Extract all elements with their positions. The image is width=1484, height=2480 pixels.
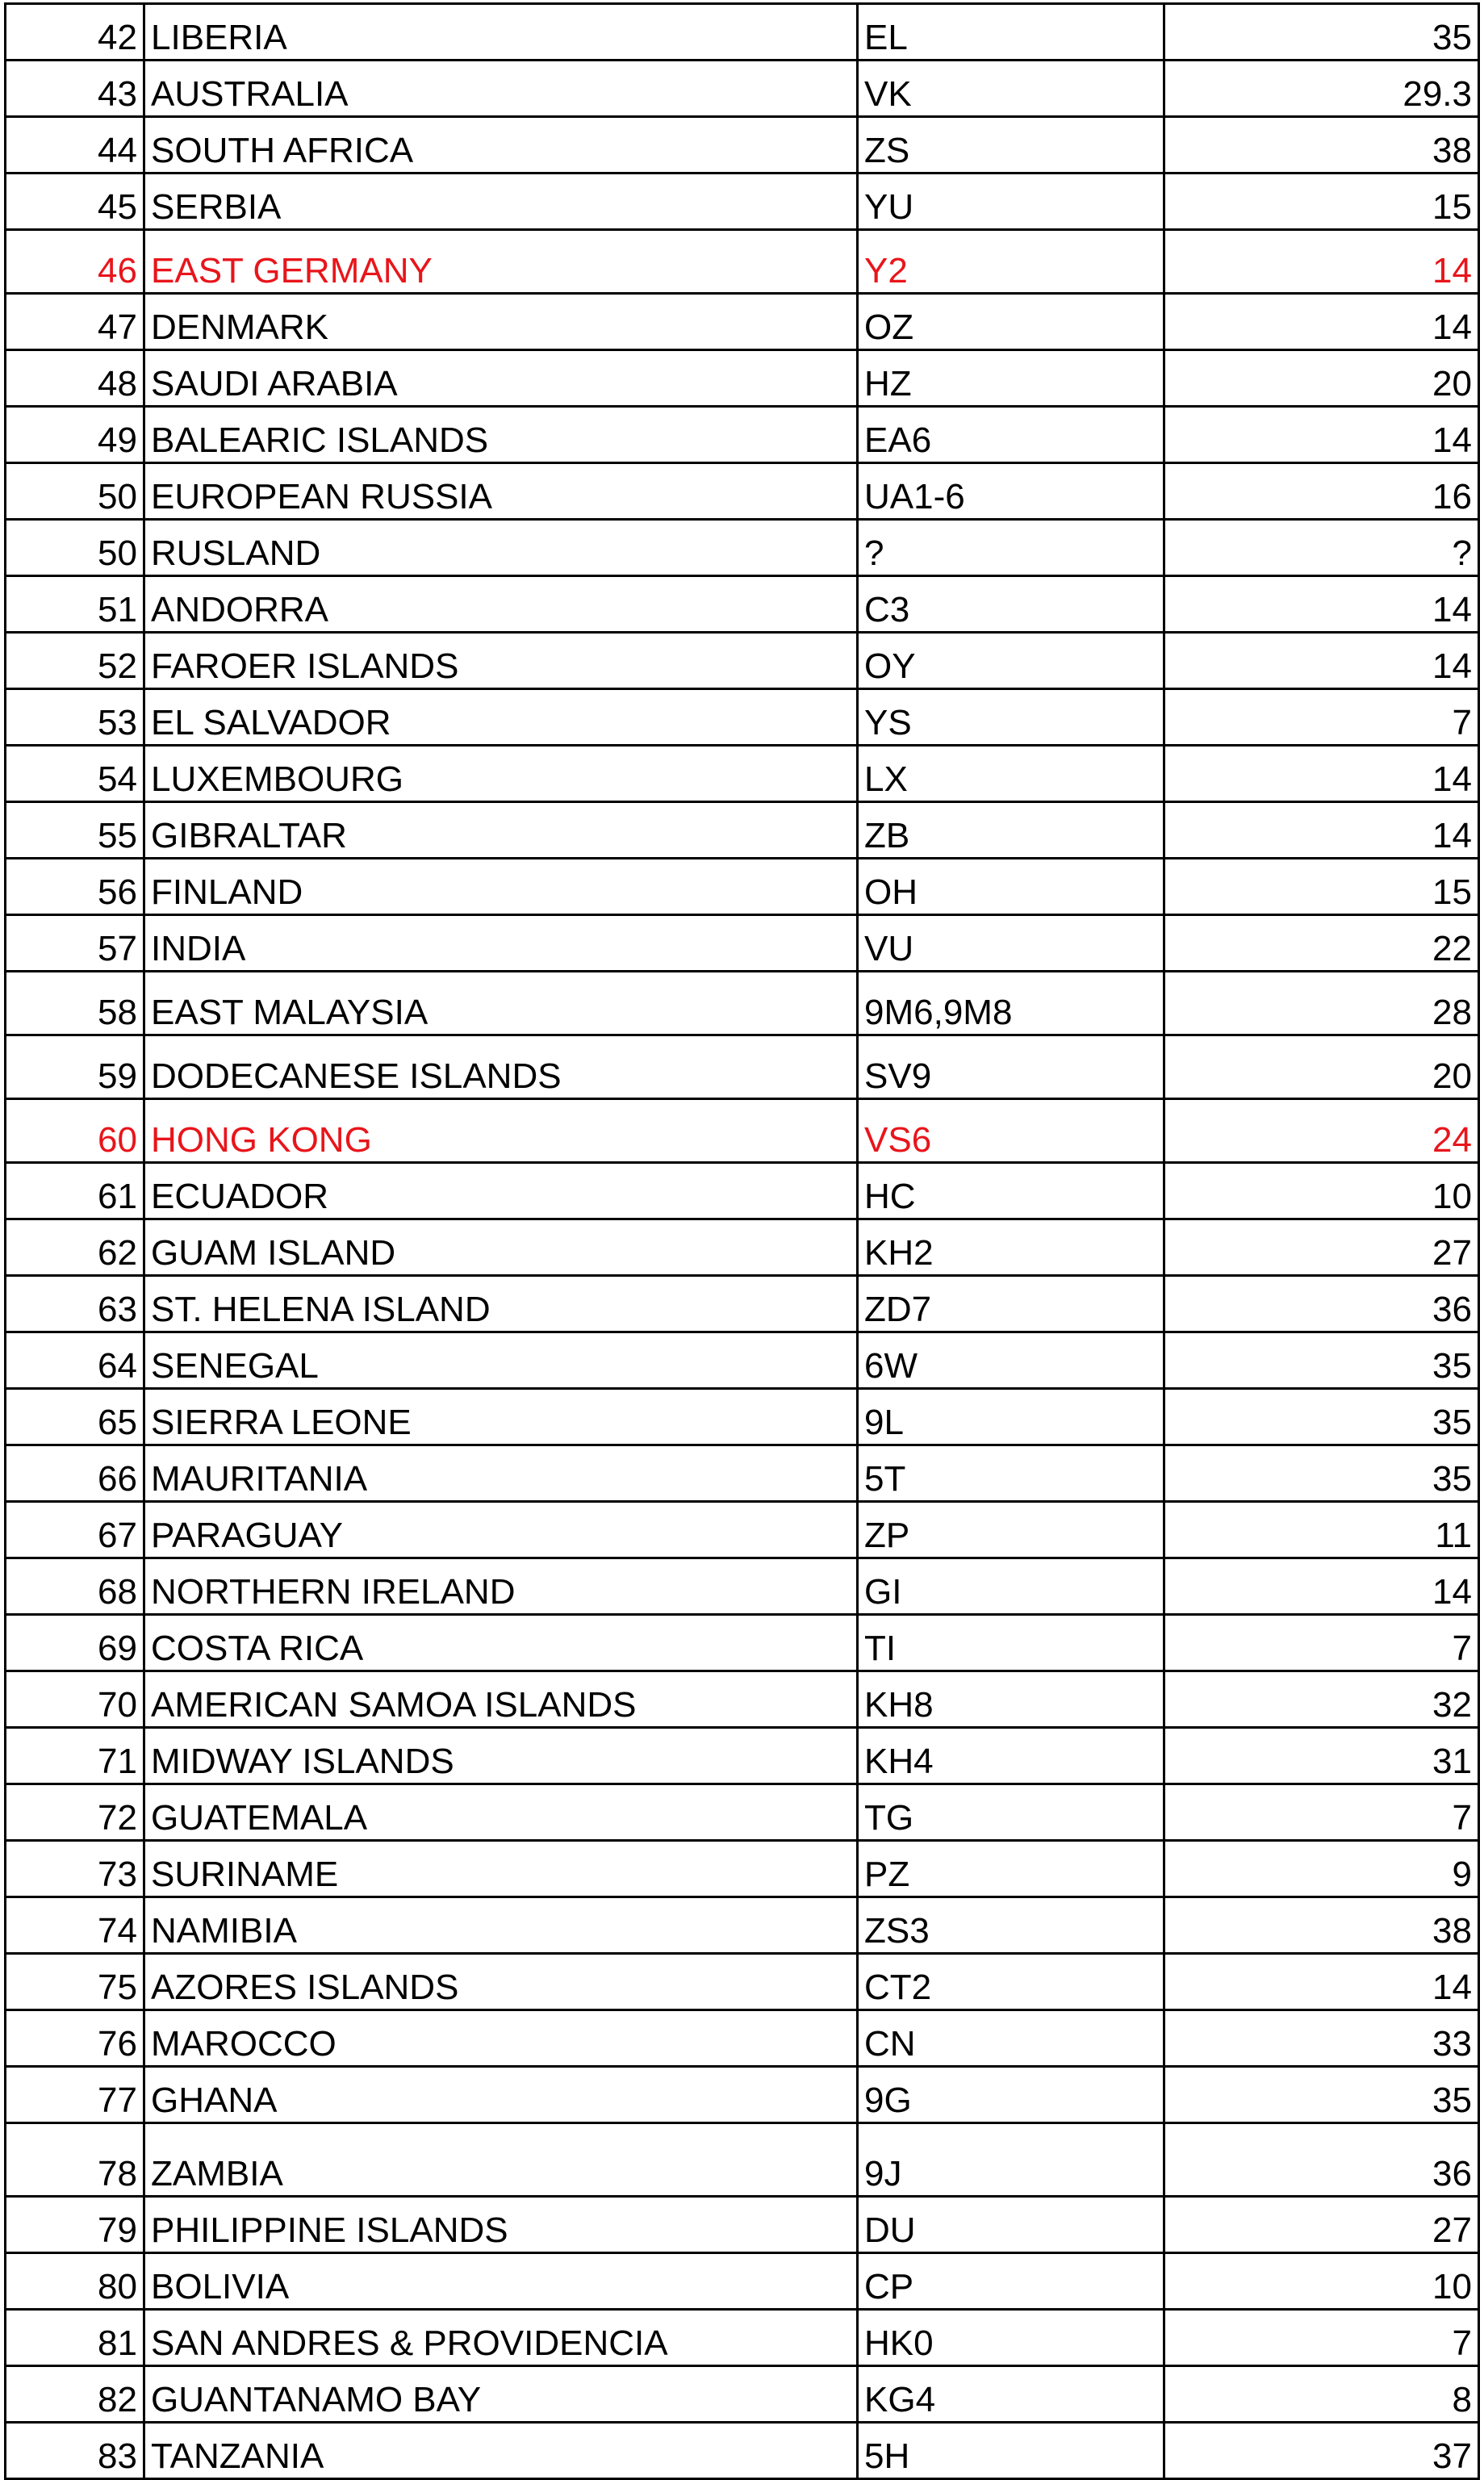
row-value-cell[interactable]: 7 — [1164, 1615, 1479, 1671]
country-name-cell[interactable]: EL SALVADOR — [144, 689, 858, 746]
row-value-cell[interactable]: 37 — [1164, 2423, 1479, 2479]
row-number-cell[interactable]: 82 — [6, 2366, 144, 2423]
country-name-cell[interactable]: GUANTANAMO BAY — [144, 2366, 858, 2423]
row-number-cell[interactable]: 56 — [6, 859, 144, 915]
country-name-cell[interactable]: DODECANESE ISLANDS — [144, 1035, 858, 1099]
country-name-cell[interactable]: SERBIA — [144, 174, 858, 230]
country-name-cell[interactable]: GUATEMALA — [144, 1784, 858, 1841]
row-value-cell[interactable]: 22 — [1164, 915, 1479, 972]
table-row — [6, 746, 1479, 802]
table-row — [6, 2366, 1479, 2423]
table-row — [6, 61, 1479, 117]
callsign-prefix-cell[interactable]: OZ — [858, 294, 1164, 350]
row-number-cell[interactable]: 52 — [6, 633, 144, 689]
callsign-prefix-cell[interactable]: PZ — [858, 1841, 1164, 1897]
row-value-cell[interactable]: 8 — [1164, 2366, 1479, 2423]
row-number-cell[interactable]: 58 — [6, 972, 144, 1035]
country-name-cell[interactable]: COSTA RICA — [144, 1615, 858, 1671]
table-row — [6, 1671, 1479, 1728]
row-number-cell[interactable]: 54 — [6, 746, 144, 802]
row-value-cell[interactable]: 35 — [1164, 4, 1479, 61]
callsign-prefix-cell[interactable]: UA1-6 — [858, 463, 1164, 520]
row-value-cell[interactable]: 28 — [1164, 972, 1479, 1035]
table-row — [6, 859, 1479, 915]
row-value-cell[interactable]: ? — [1164, 520, 1479, 576]
callsign-prefix-cell[interactable]: SV9 — [858, 1035, 1164, 1099]
table-row — [6, 4, 1479, 61]
row-number-cell[interactable]: 46 — [6, 230, 144, 294]
callsign-prefix-cell[interactable]: DU — [858, 2197, 1164, 2253]
row-value-cell[interactable]: 14 — [1164, 633, 1479, 689]
row-value-cell[interactable]: 35 — [1164, 1389, 1479, 1445]
row-value-cell[interactable]: 15 — [1164, 859, 1479, 915]
country-name-cell[interactable]: AMERICAN SAMOA ISLANDS — [144, 1671, 858, 1728]
callsign-prefix-cell[interactable]: C3 — [858, 576, 1164, 633]
row-value-cell[interactable]: 27 — [1164, 1219, 1479, 1276]
row-number-cell[interactable]: 73 — [6, 1841, 144, 1897]
table-row — [6, 1841, 1479, 1897]
callsign-prefix-cell[interactable]: KH4 — [858, 1728, 1164, 1784]
row-number-cell[interactable]: 79 — [6, 2197, 144, 2253]
callsign-prefix-cell[interactable]: Y2 — [858, 230, 1164, 294]
table-row — [6, 915, 1479, 972]
row-value-cell[interactable]: 14 — [1164, 1954, 1479, 2010]
callsign-prefix-cell[interactable]: VK — [858, 61, 1164, 117]
country-prefix-table — [4, 2, 1480, 2480]
country-name-cell[interactable]: GIBRALTAR — [144, 802, 858, 859]
row-value-cell[interactable]: 14 — [1164, 746, 1479, 802]
row-number-cell[interactable]: 83 — [6, 2423, 144, 2479]
country-name-cell[interactable]: FINLAND — [144, 859, 858, 915]
country-name-cell[interactable]: SURINAME — [144, 1841, 858, 1897]
country-name-cell[interactable]: RUSLAND — [144, 520, 858, 576]
callsign-prefix-cell[interactable]: CP — [858, 2253, 1164, 2310]
table-row — [6, 174, 1479, 230]
country-name-cell[interactable]: NAMIBIA — [144, 1897, 858, 1954]
table-row — [6, 1445, 1479, 1502]
callsign-prefix-cell[interactable]: EL — [858, 4, 1164, 61]
row-number-cell[interactable]: 65 — [6, 1389, 144, 1445]
country-name-cell[interactable]: SOUTH AFRICA — [144, 117, 858, 174]
row-number-cell[interactable]: 59 — [6, 1035, 144, 1099]
table-row — [6, 407, 1479, 463]
row-value-cell[interactable]: 15 — [1164, 174, 1479, 230]
callsign-prefix-cell[interactable]: ZP — [858, 1502, 1164, 1558]
callsign-prefix-cell[interactable]: OY — [858, 633, 1164, 689]
country-name-cell[interactable]: AZORES ISLANDS — [144, 1954, 858, 2010]
table-row — [6, 1035, 1479, 1099]
row-number-cell[interactable]: 77 — [6, 2067, 144, 2123]
country-name-cell[interactable]: MAURITANIA — [144, 1445, 858, 1502]
callsign-prefix-cell[interactable]: GI — [858, 1558, 1164, 1615]
row-value-cell[interactable]: 32 — [1164, 1671, 1479, 1728]
callsign-prefix-cell[interactable]: LX — [858, 746, 1164, 802]
country-name-cell[interactable]: LIBERIA — [144, 4, 858, 61]
country-name-cell[interactable]: GUAM ISLAND — [144, 1219, 858, 1276]
callsign-prefix-cell[interactable]: 6W — [858, 1332, 1164, 1389]
row-value-cell[interactable]: 20 — [1164, 350, 1479, 407]
country-name-cell[interactable]: PHILIPPINE ISLANDS — [144, 2197, 858, 2253]
callsign-prefix-cell[interactable]: VU — [858, 915, 1164, 972]
country-name-cell[interactable]: NORTHERN IRELAND — [144, 1558, 858, 1615]
country-name-cell[interactable]: INDIA — [144, 915, 858, 972]
table-row — [6, 576, 1479, 633]
table-row — [6, 520, 1479, 576]
callsign-prefix-cell[interactable]: 9G — [858, 2067, 1164, 2123]
table-row — [6, 972, 1479, 1035]
country-name-cell[interactable]: LUXEMBOURG — [144, 746, 858, 802]
row-value-cell[interactable]: 14 — [1164, 230, 1479, 294]
country-name-cell[interactable]: HONG KONG — [144, 1099, 858, 1163]
row-number-cell[interactable]: 68 — [6, 1558, 144, 1615]
callsign-prefix-cell[interactable]: 9M6,9M8 — [858, 972, 1164, 1035]
country-name-cell[interactable]: GHANA — [144, 2067, 858, 2123]
country-name-cell[interactable]: MIDWAY ISLANDS — [144, 1728, 858, 1784]
row-number-cell[interactable]: 67 — [6, 1502, 144, 1558]
table-row — [6, 1163, 1479, 1219]
table-row — [6, 689, 1479, 746]
row-value-cell[interactable]: 7 — [1164, 2310, 1479, 2366]
row-value-cell[interactable]: 35 — [1164, 2067, 1479, 2123]
table-row — [6, 1897, 1479, 1954]
row-value-cell[interactable]: 14 — [1164, 407, 1479, 463]
row-value-cell[interactable]: 14 — [1164, 294, 1479, 350]
callsign-prefix-cell[interactable]: 5T — [858, 1445, 1164, 1502]
country-name-cell[interactable]: SIERRA LEONE — [144, 1389, 858, 1445]
row-number-cell[interactable]: 51 — [6, 576, 144, 633]
table-row — [6, 1615, 1479, 1671]
country-name-cell[interactable]: MAROCCO — [144, 2010, 858, 2067]
row-value-cell[interactable]: 7 — [1164, 1784, 1479, 1841]
callsign-prefix-cell[interactable]: ZS3 — [858, 1897, 1164, 1954]
row-number-cell[interactable]: 69 — [6, 1615, 144, 1671]
table-row — [6, 2423, 1479, 2479]
table-row — [6, 230, 1479, 294]
row-value-cell[interactable]: 7 — [1164, 689, 1479, 746]
table-row — [6, 1954, 1479, 2010]
table-row — [6, 802, 1479, 859]
callsign-prefix-cell[interactable]: CT2 — [858, 1954, 1164, 2010]
table-row — [6, 463, 1479, 520]
row-value-cell[interactable]: 14 — [1164, 1558, 1479, 1615]
table-row — [6, 633, 1479, 689]
country-name-cell[interactable]: ZAMBIA — [144, 2123, 858, 2197]
row-number-cell[interactable]: 81 — [6, 2310, 144, 2366]
row-number-cell[interactable]: 53 — [6, 689, 144, 746]
row-number-cell[interactable]: 74 — [6, 1897, 144, 1954]
country-name-cell[interactable]: EAST MALAYSIA — [144, 972, 858, 1035]
row-value-cell[interactable]: 11 — [1164, 1502, 1479, 1558]
callsign-prefix-cell[interactable]: KH8 — [858, 1671, 1164, 1728]
table-row — [6, 2010, 1479, 2067]
callsign-prefix-cell[interactable]: KG4 — [858, 2366, 1164, 2423]
row-number-cell[interactable]: 76 — [6, 2010, 144, 2067]
row-number-cell[interactable]: 70 — [6, 1671, 144, 1728]
row-value-cell[interactable]: 38 — [1164, 117, 1479, 174]
row-number-cell[interactable]: 48 — [6, 350, 144, 407]
callsign-prefix-cell[interactable]: ZD7 — [858, 1276, 1164, 1332]
table-row — [6, 1332, 1479, 1389]
table-row — [6, 350, 1479, 407]
country-name-cell[interactable]: ANDORRA — [144, 576, 858, 633]
row-number-cell[interactable]: 78 — [6, 2123, 144, 2197]
row-number-cell[interactable]: 42 — [6, 4, 144, 61]
table-row — [6, 117, 1479, 174]
row-value-cell[interactable]: 35 — [1164, 1332, 1479, 1389]
row-number-cell[interactable]: 45 — [6, 174, 144, 230]
row-value-cell[interactable]: 14 — [1164, 576, 1479, 633]
country-name-cell[interactable]: PARAGUAY — [144, 1502, 858, 1558]
country-name-cell[interactable]: TANZANIA — [144, 2423, 858, 2479]
country-name-cell[interactable]: DENMARK — [144, 294, 858, 350]
row-number-cell[interactable]: 44 — [6, 117, 144, 174]
row-value-cell[interactable]: 14 — [1164, 802, 1479, 859]
country-name-cell[interactable]: ST. HELENA ISLAND — [144, 1276, 858, 1332]
row-number-cell[interactable]: 60 — [6, 1099, 144, 1163]
table-row — [6, 1099, 1479, 1163]
row-number-cell[interactable]: 64 — [6, 1332, 144, 1389]
row-number-cell[interactable]: 61 — [6, 1163, 144, 1219]
row-value-cell[interactable]: 9 — [1164, 1841, 1479, 1897]
country-name-cell[interactable]: SAUDI ARABIA — [144, 350, 858, 407]
callsign-prefix-cell[interactable]: 9J — [858, 2123, 1164, 2197]
country-name-cell[interactable]: SAN ANDRES & PROVIDENCIA — [144, 2310, 858, 2366]
row-number-cell[interactable]: 49 — [6, 407, 144, 463]
table-row — [6, 1219, 1479, 1276]
callsign-prefix-cell[interactable]: HZ — [858, 350, 1164, 407]
row-value-cell[interactable]: 16 — [1164, 463, 1479, 520]
callsign-prefix-cell[interactable]: TI — [858, 1615, 1164, 1671]
callsign-prefix-cell[interactable]: EA6 — [858, 407, 1164, 463]
callsign-prefix-cell[interactable]: CN — [858, 2010, 1164, 2067]
callsign-prefix-cell[interactable]: YU — [858, 174, 1164, 230]
table-row — [6, 1502, 1479, 1558]
row-value-cell[interactable]: 36 — [1164, 1276, 1479, 1332]
callsign-prefix-cell[interactable]: HC — [858, 1163, 1164, 1219]
row-value-cell[interactable]: 24 — [1164, 1099, 1479, 1163]
row-number-cell[interactable]: 50 — [6, 520, 144, 576]
country-name-cell[interactable]: AUSTRALIA — [144, 61, 858, 117]
country-name-cell[interactable]: BOLIVIA — [144, 2253, 858, 2310]
table-row — [6, 2310, 1479, 2366]
row-number-cell[interactable]: 50 — [6, 463, 144, 520]
country-name-cell[interactable]: EUROPEAN RUSSIA — [144, 463, 858, 520]
country-name-cell[interactable]: FAROER ISLANDS — [144, 633, 858, 689]
callsign-prefix-cell[interactable]: ? — [858, 520, 1164, 576]
callsign-prefix-cell[interactable]: 9L — [858, 1389, 1164, 1445]
country-name-cell[interactable]: SENEGAL — [144, 1332, 858, 1389]
table-row — [6, 2067, 1479, 2123]
table-row — [6, 1389, 1479, 1445]
table-row — [6, 2253, 1479, 2310]
row-value-cell[interactable]: 35 — [1164, 1445, 1479, 1502]
callsign-prefix-cell[interactable]: VS6 — [858, 1099, 1164, 1163]
callsign-prefix-cell[interactable]: ZB — [858, 802, 1164, 859]
row-value-cell[interactable]: 31 — [1164, 1728, 1479, 1784]
row-number-cell[interactable]: 71 — [6, 1728, 144, 1784]
row-value-cell[interactable]: 33 — [1164, 2010, 1479, 2067]
row-number-cell[interactable]: 43 — [6, 61, 144, 117]
row-value-cell[interactable]: 27 — [1164, 2197, 1479, 2253]
table-row — [6, 1784, 1479, 1841]
table-body — [6, 4, 1479, 2479]
row-value-cell[interactable]: 10 — [1164, 1163, 1479, 1219]
row-value-cell[interactable]: 36 — [1164, 2123, 1479, 2197]
callsign-prefix-cell[interactable]: YS — [858, 689, 1164, 746]
row-value-cell[interactable]: 10 — [1164, 2253, 1479, 2310]
table-row — [6, 1558, 1479, 1615]
callsign-prefix-cell[interactable]: ZS — [858, 117, 1164, 174]
row-value-cell[interactable]: 38 — [1164, 1897, 1479, 1954]
row-number-cell[interactable]: 66 — [6, 1445, 144, 1502]
row-number-cell[interactable]: 72 — [6, 1784, 144, 1841]
row-number-cell[interactable]: 55 — [6, 802, 144, 859]
row-number-cell[interactable]: 63 — [6, 1276, 144, 1332]
country-name-cell[interactable]: ECUADOR — [144, 1163, 858, 1219]
row-number-cell[interactable]: 75 — [6, 1954, 144, 2010]
table-row — [6, 1276, 1479, 1332]
country-name-cell[interactable]: BALEARIC ISLANDS — [144, 407, 858, 463]
callsign-prefix-cell[interactable]: HK0 — [858, 2310, 1164, 2366]
row-number-cell[interactable]: 57 — [6, 915, 144, 972]
row-value-cell[interactable]: 20 — [1164, 1035, 1479, 1099]
callsign-prefix-cell[interactable]: KH2 — [858, 1219, 1164, 1276]
table-row — [6, 1728, 1479, 1784]
table-row — [6, 294, 1479, 350]
row-number-cell[interactable]: 47 — [6, 294, 144, 350]
row-number-cell[interactable]: 62 — [6, 1219, 144, 1276]
callsign-prefix-cell[interactable]: OH — [858, 859, 1164, 915]
callsign-prefix-cell[interactable]: 5H — [858, 2423, 1164, 2479]
table-row — [6, 2123, 1479, 2197]
country-name-cell[interactable]: EAST GERMANY — [144, 230, 858, 294]
callsign-prefix-cell[interactable]: TG — [858, 1784, 1164, 1841]
row-number-cell[interactable]: 80 — [6, 2253, 144, 2310]
table-row — [6, 2197, 1479, 2253]
row-value-cell[interactable]: 29.3 — [1164, 61, 1479, 117]
